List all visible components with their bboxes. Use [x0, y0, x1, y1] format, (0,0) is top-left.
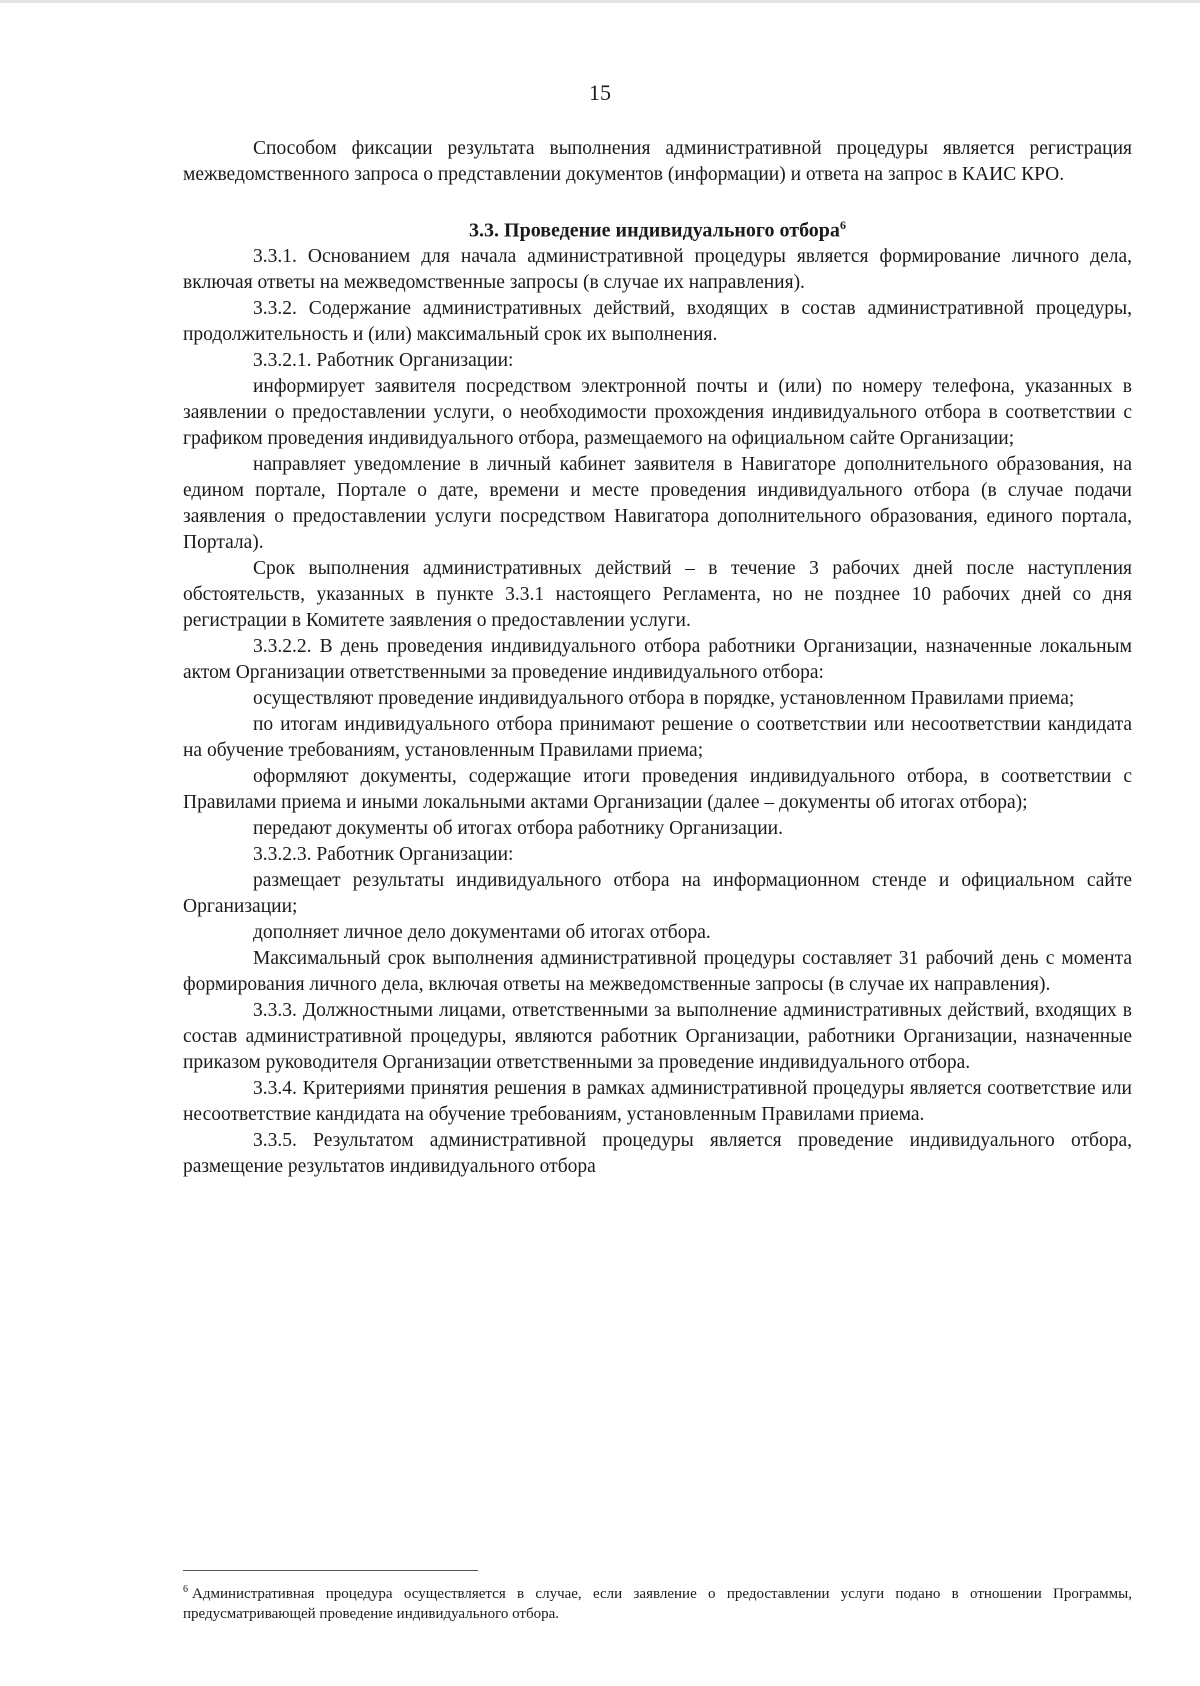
- footnote-reference: 6: [839, 218, 846, 232]
- paragraph-3-3-5: 3.3.5. Результатом административной процедуры является проведение индивидуального отбора, размещение результатов индивидуального отбора: [183, 1129, 1132, 1177]
- footnote-text: Административная процедура осуществляется в случае, если заявление о предоставлении услуги подано в отношении Программы, предусматривающей проведение индивидуального отбора.: [183, 1586, 1132, 1622]
- section-title: 3.3. Проведение индивидуального отбора: [469, 219, 840, 242]
- paragraph-documents: оформляют документы, содержащие итоги проведения индивидуального отбора, в соответствии с Правилами приема и иными локальными актами Организации (далее – документы об итогах отбора);: [183, 765, 1132, 813]
- paragraph-3-3-1: 3.3.1. Основанием для начала административной процедуры является формирование личного дела, включая ответы на межведомственные запросы (в случае их направления).: [183, 245, 1132, 293]
- paragraph-deadline: Срок выполнения административных действий – в течение 3 рабочих дней после наступления обстоятельств, указанных в пункте 3.3.1 настоящего Регламента, но не позднее 10 рабочих дней со дня регистрации в Комитете заявления о предоставлении услуги.: [183, 557, 1132, 631]
- paragraph-supplement: дополняет личное дело документами об итогах отбора.: [253, 921, 711, 943]
- paragraph-informs: информирует заявителя посредством электронной почты и (или) по номеру телефона, указанных в заявлении о предоставлении услуги, о необходимости прохождения индивидуального отбора в соответствии с графиком проведения индивидуального отбора, размещаемого на официальном сайте Организации;: [183, 375, 1132, 449]
- section-heading: [183, 212, 1132, 244]
- paragraph-decision: по итогам индивидуального отбора принимают решение о соответствии или несоответствии кандидата на обучение требованиям, установленным Правилами приема;: [183, 713, 1132, 761]
- paragraph-publish: размещает результаты индивидуального отбора на информационном стенде и официальном сайте Организации;: [183, 869, 1132, 917]
- page-number: 15: [589, 80, 611, 105]
- paragraph-conduct: осуществляют проведение индивидуального отбора в порядке, установленном Правилами приема;: [253, 687, 1075, 709]
- intro-paragraph: Способом фиксации результата выполнения административной процедуры является регистрация межведомственного запроса о представлении документов (информации) и ответа на запрос в КАИС КРО.: [183, 138, 1132, 185]
- paragraph-max-term: Максимальный срок выполнения административной процедуры составляет 31 рабочий день с момента формирования личного дела, включая ответы на межведомственные запросы (в случае их направления).: [183, 947, 1132, 995]
- scan-edge-line: [0, 0, 1200, 3]
- paragraph-3-3-2: 3.3.2. Содержание административных действий, входящих в состав административной процедуры, продолжительность и (или) максимальный срок их выполнения.: [183, 297, 1132, 345]
- footnote-separator: [183, 1570, 478, 1571]
- paragraph-3-3-2-1: 3.3.2.1. Работник Организации:: [253, 349, 514, 371]
- paragraph-3-3-2-3: 3.3.2.3. Работник Организации:: [253, 843, 514, 865]
- footnote-mark: 6: [183, 1584, 188, 1595]
- paragraph-3-3-4: 3.3.4. Критериями принятия решения в рамках административной процедуры является соответствие или несоответствие кандидата на обучение требованиям, установленным Правилами приема.: [183, 1077, 1132, 1125]
- paragraph-3-3-2-2: 3.3.2.2. В день проведения индивидуального отбора работники Организации, назначенные локальным актом Организации ответственными за проведение индивидуального отбора:: [183, 635, 1132, 683]
- document-body: [183, 136, 1132, 1180]
- footnote: [183, 1580, 1132, 1624]
- paragraph-sends-notification: направляет уведомление в личный кабинет заявителя в Навигаторе дополнительного образования, на едином портале, Портале о дате, времени и месте проведения индивидуального отбора (в случае подачи заявления о предоставлении услуги посредством Навигатора дополнительного образования, единого портала, Портала).: [183, 453, 1132, 553]
- paragraph-3-3-3: 3.3.3. Должностными лицами, ответственными за выполнение административных действий, входящих в состав административной процедуры, являются работник Организации, работники Организации, назначенные приказом руководителя Организации ответственными за проведение индивидуального отбора.: [183, 999, 1132, 1073]
- paragraph-transfer: передают документы об итогах отбора работнику Организации.: [253, 817, 783, 839]
